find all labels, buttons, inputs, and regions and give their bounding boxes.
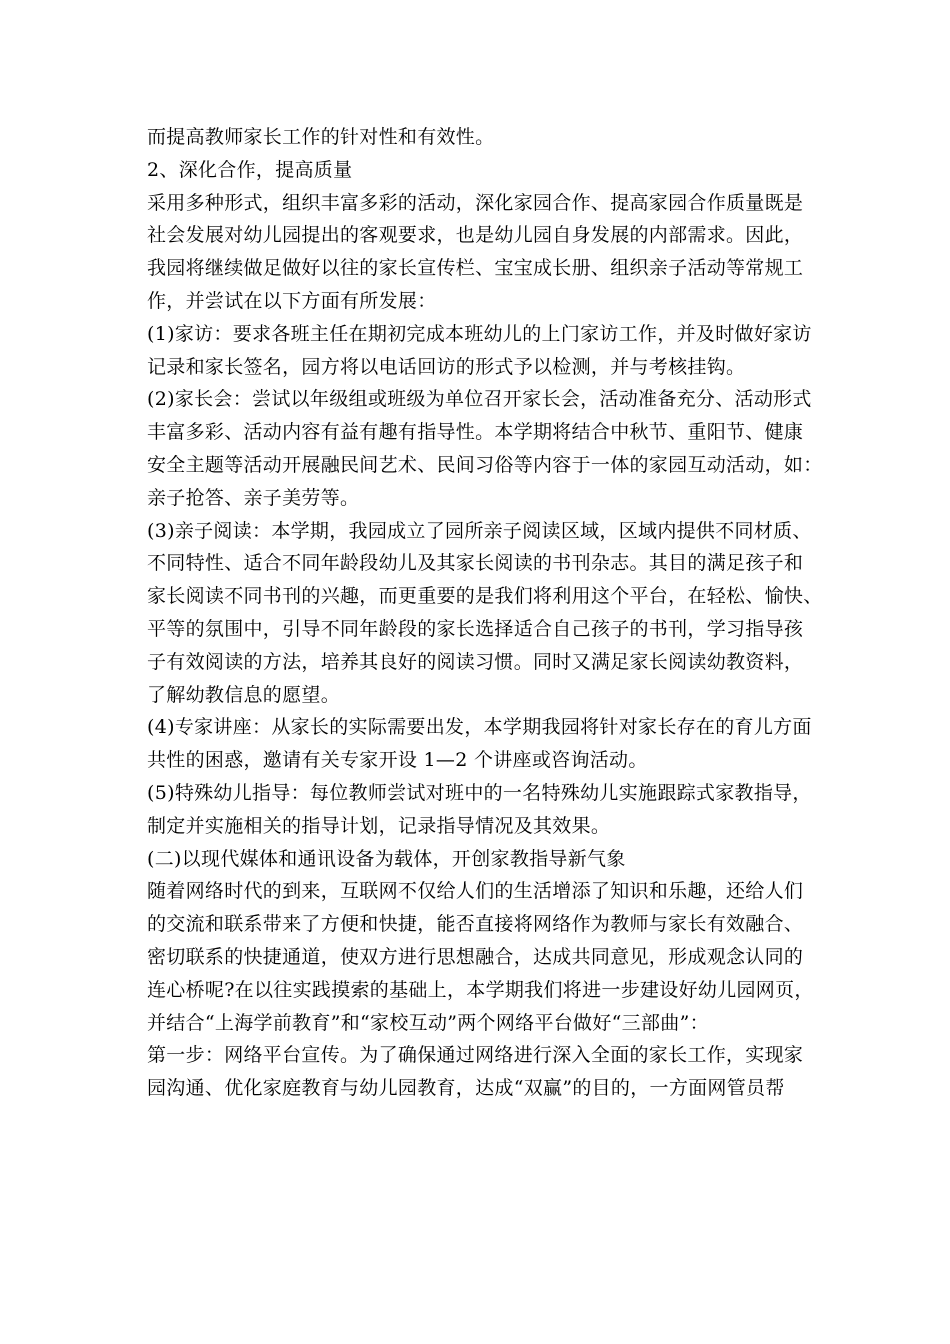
text-line: 制定并实施相关的指导计划，记录指导情况及其效果。 — [147, 814, 611, 837]
text-line: (3)亲子阅读：本学期，我园成立了园所亲子阅读区域，区域内提供不同材质、 — [147, 519, 812, 542]
text-line: 丰富多彩、活动内容有益有趣有指导性。本学期将结合中秋节、重阳节、健康 — [147, 421, 804, 444]
text-line: (4)专家讲座：从家长的实际需要出发，本学期我园将针对家长存在的育儿方面 — [147, 716, 812, 739]
text-line: 亲子抢答、亲子美劳等。 — [147, 486, 360, 509]
text-line: 平等的氛围中，引导不同年龄段的家长选择适合自己孩子的书刊，学习指导孩 — [147, 617, 804, 640]
text-line: 安全主题等活动开展融民间艺术、民间习俗等内容于一体的家园互动活动，如： — [147, 453, 823, 476]
text-line: 共性的困惑，邀请有关专家开设 1—2 个讲座或咨询活动。 — [147, 749, 648, 772]
text-line: 了解幼教信息的愿望。 — [147, 683, 341, 706]
text-line: 不同特性、适合不同年龄段幼儿及其家长阅读的书刊杂志。其目的满足孩子和 — [147, 552, 804, 575]
text-line: 采用多种形式，组织丰富多彩的活动，深化家园合作、提高家园合作质量既是 — [147, 191, 804, 214]
text-line: 记录和家长签名，园方将以电话回访的形式予以检测，并与考核挂钩。 — [147, 355, 746, 378]
text-line: (5)特殊幼儿指导：每位教师尝试对班中的一名特殊幼儿实施跟踪式家教指导， — [147, 781, 812, 804]
text-line: 园沟通、优化家庭教育与幼儿园教育，达成“双赢”的目的，一方面网管员帮 — [147, 1077, 785, 1100]
text-line: 随着网络时代的到来，互联网不仅给人们的生活增添了知识和乐趣，还给人们 — [147, 880, 804, 903]
text-line: (1)家访：要求各班主任在期初完成本班幼儿的上门家访工作，并及时做好家访 — [147, 322, 812, 345]
text-line: 我园将继续做足做好以往的家长宣传栏、宝宝成长册、组织亲子活动等常规工 — [147, 257, 804, 280]
text-line: 密切联系的快捷通道，使双方进行思想融合，达成共同意见，形成观念认同的 — [147, 945, 804, 968]
text-line: 社会发展对幼儿园提出的客观要求，也是幼儿园自身发展的内部需求。因此， — [147, 224, 804, 247]
section-heading: 2、深化合作，提高质量 — [147, 158, 353, 181]
text-line: 家长阅读不同书刊的兴趣，而更重要的是我们将利用这个平台，在轻松、愉快、 — [147, 585, 823, 608]
text-line: 作，并尝试在以下方面有所发展： — [147, 289, 437, 312]
text-line: 子有效阅读的方法，培养其良好的阅读习惯。同时又满足家长阅读幼教资料， — [147, 650, 804, 673]
text-line: (2)家长会：尝试以年级组或班级为单位召开家长会，活动准备充分、活动形式 — [147, 388, 812, 411]
text-line: 的交流和联系带来了方便和快捷，能否直接将网络作为教师与家长有效融合、 — [147, 913, 804, 936]
text-line: 第一步：网络平台宣传。为了确保通过网络进行深入全面的家长工作，实现家 — [147, 1044, 804, 1067]
document-body — [147, 121, 837, 1105]
text-line: 而提高教师家长工作的针对性和有效性。 — [147, 126, 495, 148]
text-line: 并结合“上海学前教育”和“家校互动”两个网络平台做好“三部曲”： — [147, 1011, 709, 1034]
section-heading: (二)以现代媒体和通讯设备为载体，开创家教指导新气象 — [147, 847, 626, 870]
text-line: 连心桥呢?在以往实践摸索的基础上，本学期我们将进一步建设好幼儿园网页， — [147, 978, 814, 1001]
